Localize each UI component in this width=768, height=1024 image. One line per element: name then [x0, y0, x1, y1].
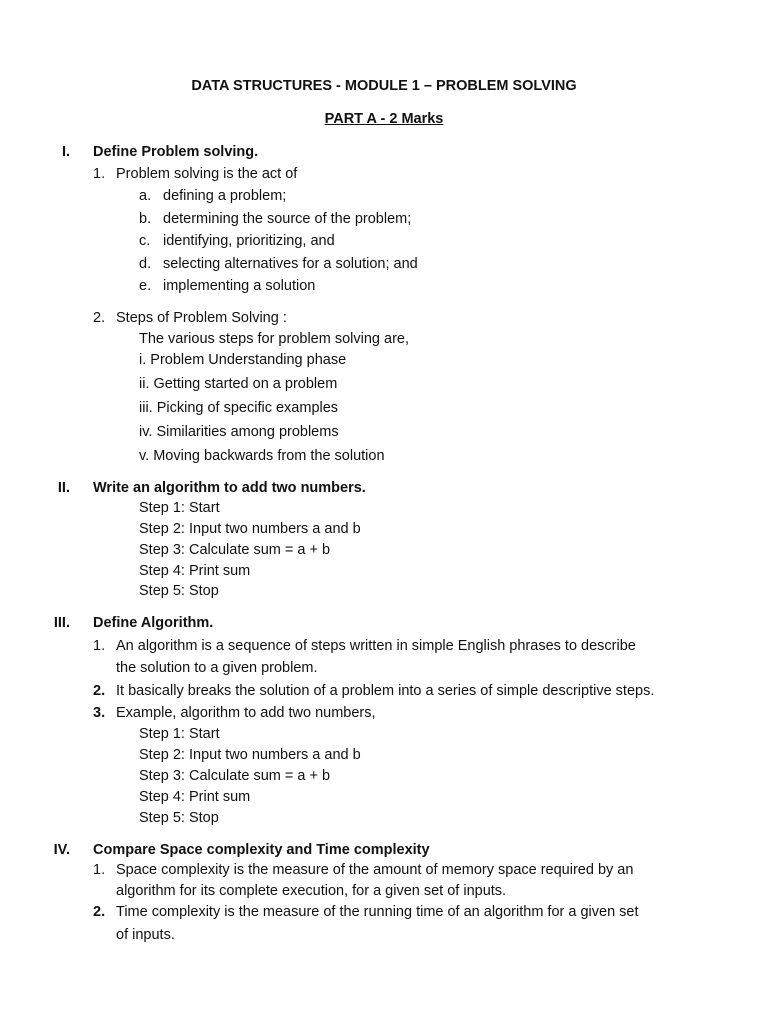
q1-item2-number: 2.: [93, 310, 106, 326]
q1-step: v. Moving backwards from the solution: [139, 448, 385, 464]
q1-sub-text: defining a problem;: [163, 188, 287, 204]
q2-heading: Write an algorithm to add two numbers.: [93, 480, 366, 496]
q2-number: II.: [57, 480, 70, 496]
q1-sub-label: a.: [139, 188, 152, 204]
q2-step: Step 2: Input two numbers a and b: [139, 521, 361, 537]
q3-step: Step 1: Start: [139, 726, 220, 742]
q1-sub-text: selecting alternatives for a solution; and: [163, 256, 418, 272]
q3-item1-text: An algorithm is a sequence of steps written in simple English phrases to describe: [116, 638, 636, 654]
q3-step: Step 3: Calculate sum = a + b: [139, 768, 331, 784]
q1-step: ii. Getting started on a problem: [139, 376, 338, 392]
q1-number: I.: [61, 144, 70, 160]
q1-sub-text: implementing a solution: [163, 278, 316, 294]
q3-number: III.: [53, 615, 70, 631]
q4-item1-text-cont: algorithm for its complete execution, for a given set of inputs.: [116, 883, 507, 899]
q4-item1-text: Space complexity is the measure of the amount of memory space required by an: [116, 862, 634, 878]
q1-sub-label: d.: [139, 256, 152, 272]
q4-item2-number: 2.: [93, 904, 106, 920]
q1-sub-label: b.: [139, 211, 152, 227]
q3-item1-number: 1.: [93, 638, 106, 654]
q3-item3-text: Example, algorithm to add two numbers,: [116, 705, 376, 721]
q4-item2-text-cont: of inputs.: [116, 927, 175, 943]
document-title: DATA STRUCTURES - MODULE 1 – PROBLEM SOLVING: [191, 78, 577, 94]
q2-step: Step 3: Calculate sum = a + b: [139, 542, 331, 558]
q3-step: Step 2: Input two numbers a and b: [139, 747, 361, 763]
q1-item2-intro: The various steps for problem solving are,: [139, 331, 409, 347]
q4-number: IV.: [53, 842, 70, 858]
q1-step: iii. Picking of specific examples: [139, 400, 339, 416]
q3-item2-text: It basically breaks the solution of a problem into a series of simple descriptive steps.: [116, 683, 655, 699]
q3-item2-number: 2.: [93, 683, 106, 699]
q4-item1-number: 1.: [93, 862, 106, 878]
q1-step: iv. Similarities among problems: [139, 424, 339, 440]
q2-step: Step 5: Stop: [139, 583, 219, 599]
q1-sub-label: c.: [139, 233, 151, 249]
q1-item1-number: 1.: [93, 166, 106, 182]
q2-step: Step 4: Print sum: [139, 563, 251, 579]
q1-sub-text: identifying, prioritizing, and: [163, 233, 335, 249]
q2-step: Step 1: Start: [139, 500, 220, 516]
q1-item1-text: Problem solving is the act of: [116, 166, 298, 182]
q3-item3-number: 3.: [93, 705, 106, 721]
q4-item2-text: Time complexity is the measure of the running time of an algorithm for a given set: [116, 904, 639, 920]
q3-step: Step 5: Stop: [139, 810, 219, 826]
q3-item1-text-cont: the solution to a given problem.: [116, 660, 318, 676]
q1-sub-label: e.: [139, 278, 152, 294]
q1-sub-text: determining the source of the problem;: [163, 211, 412, 227]
q1-heading: Define Problem solving.: [93, 144, 259, 160]
q4-heading: Compare Space complexity and Time complexity: [93, 842, 430, 858]
q3-heading: Define Algorithm.: [93, 615, 214, 631]
q3-step: Step 4: Print sum: [139, 789, 251, 805]
part-heading: PART A - 2 Marks: [324, 111, 444, 127]
q1-step: i. Problem Understanding phase: [139, 352, 347, 368]
q1-item2-text: Steps of Problem Solving :: [116, 310, 287, 326]
